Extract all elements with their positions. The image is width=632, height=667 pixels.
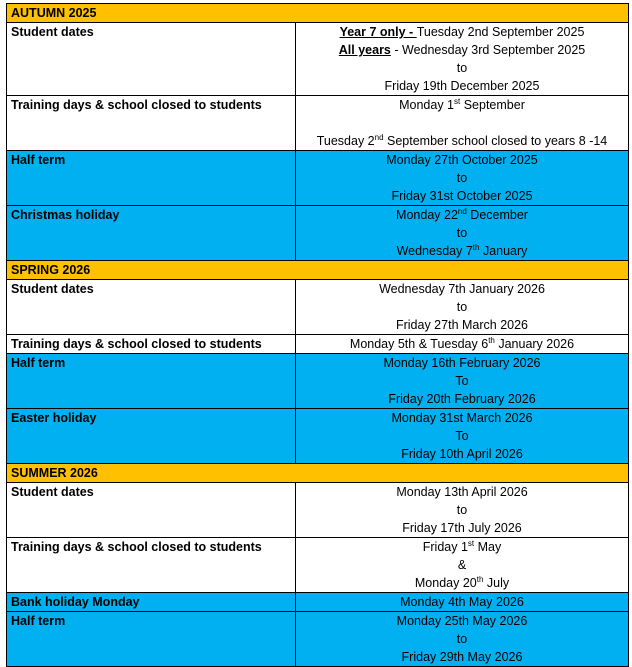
spring-student-dates-label: Student dates: [7, 280, 296, 335]
year7-start-date: Tuesday 2nd September 2025: [416, 25, 585, 39]
easter-holiday-value: Monday 31st March 2026 To Friday 10th April 2026: [296, 409, 629, 464]
autumn-training-label: Training days & school closed to students: [7, 96, 296, 151]
spring-training-row: [7, 335, 629, 354]
autumn-training-value: [296, 96, 629, 151]
spring-student-dates-value: Wednesday 7th January 2026 to Friday 27th March 2026: [296, 280, 629, 335]
easter-holiday-row: [7, 409, 629, 464]
summer-half-term-value: Monday 25th May 2026 to Friday 29th May 2026: [296, 612, 629, 667]
summer-student-dates-label: Student dates: [7, 483, 296, 538]
all-years-start-date: - Wednesday 3rd September 2025: [390, 43, 586, 57]
autumn-half-term-value: Monday 27th October 2025 to Friday 31st October 2025: [296, 151, 629, 206]
bank-holiday-label: Bank holiday Monday: [7, 593, 296, 612]
all-years-label: All years: [338, 43, 391, 57]
summer-training-row: [7, 538, 629, 593]
summer-title: SUMMER 2026: [7, 464, 629, 483]
summer-training-label: Training days & school closed to students: [7, 538, 296, 593]
summer-training-value: Friday 1st May & Monday 20th July: [296, 538, 629, 593]
spring-half-term-row: [7, 354, 629, 409]
autumn-half-term-row: [7, 151, 629, 206]
summer-half-term-label: Half term: [7, 612, 296, 667]
spring-training-label: Training days & school closed to students: [7, 335, 296, 354]
autumn-header-row: [7, 4, 629, 23]
autumn-to: to: [456, 61, 468, 75]
spring-half-term-value: Monday 16th February 2026 To Friday 20th February 2026: [296, 354, 629, 409]
spring-half-term-label: Half term: [7, 354, 296, 409]
spring-header-row: [7, 261, 629, 280]
christmas-holiday-label: Christmas holiday: [7, 206, 296, 261]
easter-holiday-label: Easter holiday: [7, 409, 296, 464]
autumn-training-line1: Monday 1st September: [399, 96, 525, 112]
bank-holiday-row: [7, 593, 629, 612]
autumn-student-dates-row: [7, 23, 629, 96]
autumn-half-term-label: Half term: [7, 151, 296, 206]
christmas-holiday-row: [7, 206, 629, 261]
autumn-student-dates-value: [296, 23, 629, 96]
autumn-training-line2: Tuesday 2nd September school closed to years 8 -14: [316, 132, 608, 148]
autumn-training-row: [7, 96, 629, 151]
bank-holiday-value: Monday 4th May 2026: [296, 593, 629, 612]
autumn-student-dates-label: Student dates: [7, 23, 296, 96]
summer-student-dates-value: Monday 13th April 2026 to Friday 17th July 2026: [296, 483, 629, 538]
summer-student-dates-row: [7, 483, 629, 538]
term-dates-table: [6, 3, 629, 667]
autumn-end-date: Friday 19th December 2025: [384, 79, 540, 93]
spring-training-value: Monday 5th & Tuesday 6th January 2026: [296, 335, 629, 354]
autumn-title: AUTUMN 2025: [7, 4, 629, 23]
summer-half-term-row: [7, 612, 629, 667]
spring-student-dates-row: [7, 280, 629, 335]
spring-title: SPRING 2026: [7, 261, 629, 280]
christmas-holiday-value: Monday 22nd December to Wednesday 7th January: [296, 206, 629, 261]
summer-header-row: [7, 464, 629, 483]
year7-only-label: Year 7 only -: [339, 25, 417, 39]
